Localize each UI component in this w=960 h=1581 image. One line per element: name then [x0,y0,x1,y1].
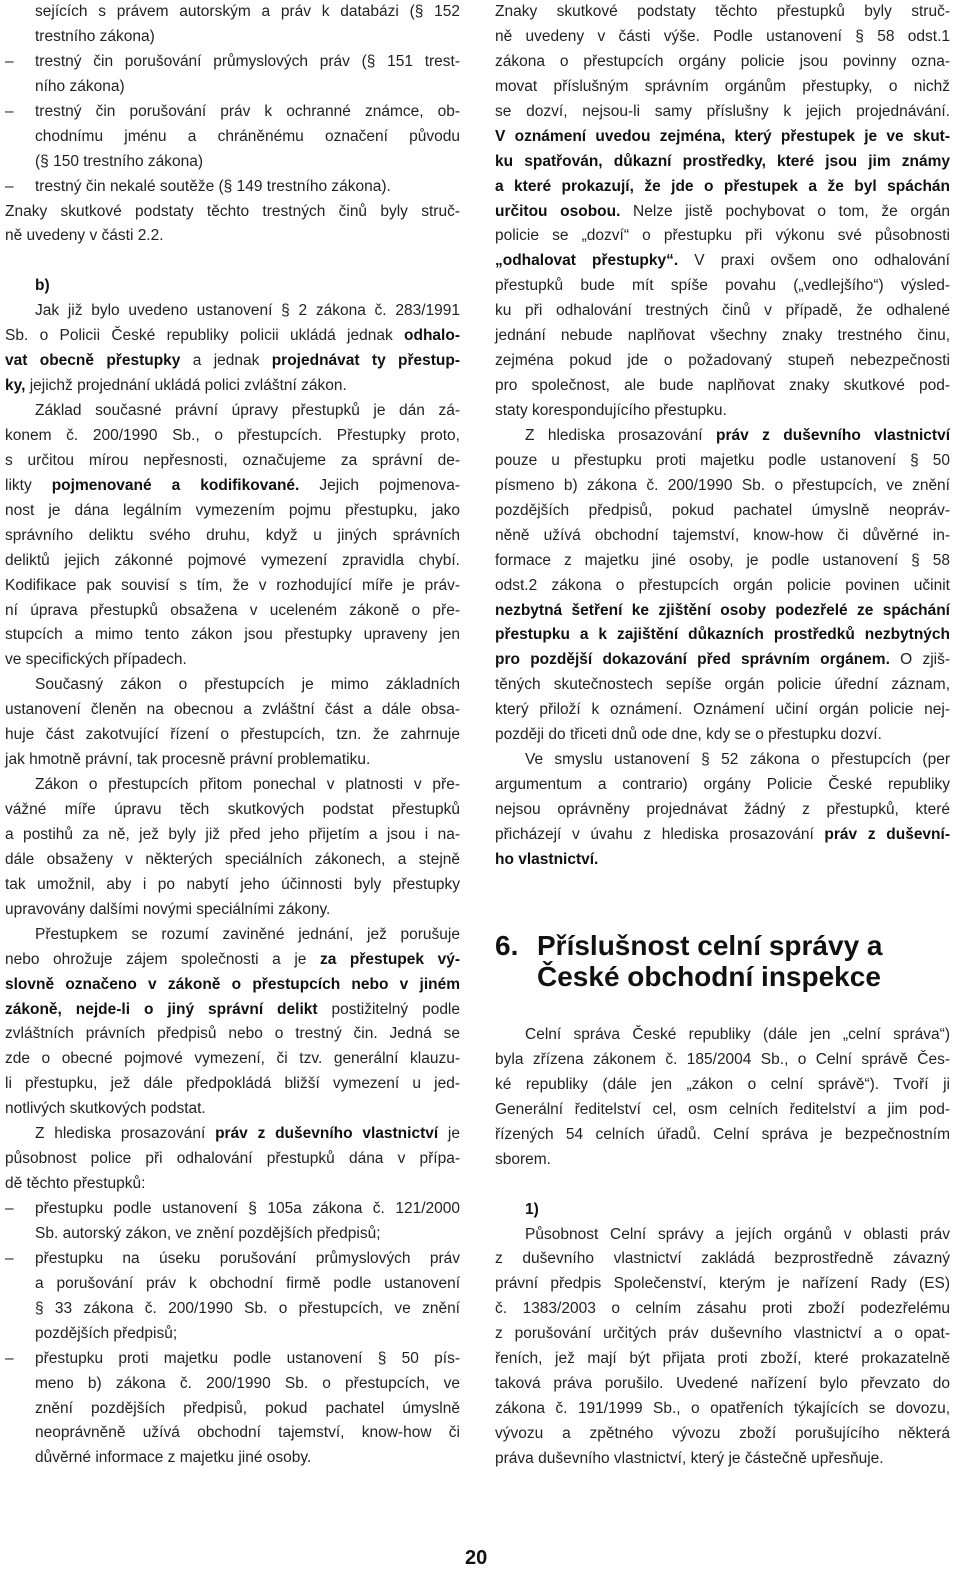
paragraph [5,200,460,250]
text-line [5,424,460,449]
text-line [495,150,950,175]
text-line [35,50,460,75]
text-line [495,200,950,225]
text-line [495,798,950,823]
text-run: nebo ohrožuje zájem společnosti a je [5,950,320,968]
text-run: práva duševního vlastnictví, který je částečně upřesňuje. [495,1449,884,1467]
text-run: z duševního vlastnictví zakládá bezprostředně závazný [495,1250,950,1268]
text-run: pro společnost, ale bude naplňovat znaky skutkové pod- [495,377,950,395]
section-title-line: Příslušnost celní správy a [537,929,883,961]
text-line [495,1048,950,1073]
text-run: sejících s právem autorským a práv k databázi (§ 152 [35,3,460,20]
text-run: pozdějších předpisů, pokud pachatel úmyslně neopráv- [495,501,950,519]
text-line [495,848,950,873]
text-line [35,1347,460,1372]
paragraph [5,399,460,673]
text-line [495,125,950,150]
text-line [495,723,950,748]
text-run: notlivých skutkových podstat. [5,1100,206,1118]
paragraph [495,424,950,748]
text-line [5,299,460,324]
text-run: právní předpis Společenství, kterým je nařízení Rady (ES) [495,1275,950,1293]
text-run: ně uvedeny v části 2.2. [5,227,164,245]
list-item-text [35,1247,460,1347]
text-line [5,898,460,923]
text-run: Sb. autorský zákon, ve znění pozdějších předpisů; [35,1224,381,1242]
text-run: ve specifických případech. [5,651,187,669]
text-line [495,249,950,274]
text-line [5,349,460,374]
text-line [5,574,460,599]
text-run: chodnímu jménu a chráněnému označení původu [35,127,460,145]
subsection-label [495,1198,950,1223]
text-line [495,100,950,125]
text-line [495,224,950,249]
text-line [495,549,950,574]
paragraph [495,1023,950,1173]
text-run: formace z majetku jiné osoby, je podle ustanovení § 58 [495,551,950,569]
text-line [495,599,950,624]
text-line [495,499,950,524]
page-number: 20 [465,1547,488,1569]
text-run: trestný čin porušování práv k ochranné známce, ob- [35,102,460,120]
text-line [5,499,460,524]
text-run: zvláštních právních předpisů nebo o trestný čin. Jedná se [5,1025,460,1043]
text-line [5,648,460,673]
text-line [5,399,460,424]
text-run: postižitelný podle [317,1000,461,1018]
text-line [495,299,950,324]
list-item-text [35,1347,460,1472]
text-run: ké republiky (dále jen „zákon o celní správě“). Tvoří ji [495,1075,950,1093]
text-run: movat příslušným správním orgánům přestupky, o nichž [495,77,950,95]
text-line [5,973,460,998]
text-line [5,599,460,624]
text-run: trestný čin porušování průmyslových práv (§ 151 trest- [35,52,460,70]
text-run: přestupků bude mít spíše povahu („vedlejšího“) výsled- [495,277,950,295]
text-run: trestního zákona) [35,27,155,45]
text-line [35,1297,460,1322]
left-column [5,0,460,1471]
text-run: meno b) zákona č. 200/1990 Sb. o přestupcích, ve [35,1374,460,1392]
text-line [35,125,460,150]
text-run: Nelze jistě pochybovat o tom, že orgán [620,202,950,220]
text-run: nejsou oprávněny projednávat žádný z přestupků, které [495,801,950,818]
text-line [35,1397,460,1422]
text-line [35,75,460,100]
paragraph [5,299,460,399]
list-item [5,1247,460,1347]
paragraph [5,773,460,923]
text-run: ku při odhalování trestných činů v případě, že odhalené [495,302,950,320]
text-line [495,1347,950,1372]
text-run: Jejich pojmenova- [299,476,460,494]
text-run: jak hmotně právní, tak procesně právní problematiku. [5,751,371,769]
text-line [495,1447,950,1472]
text-line [5,848,460,873]
text-run: dále obsaženy v některých speciálních zákonech, a stejně [5,850,460,868]
text-line [495,25,950,50]
bold-text: nezbytná šetření ke zjištění osoby podezřelé ze spáchání [495,601,950,619]
text-line [5,224,460,249]
text-line [495,773,950,798]
paragraph [5,923,460,1123]
text-line [495,1123,950,1148]
bold-text: přestupku a k zajištění důkazních prostředků nezbytných [495,626,950,644]
text-line [35,1272,460,1297]
text-line [495,1223,950,1248]
list-item-text [35,175,460,200]
text-run: zde o obecné pojmové vymezení, či tzv. generální klauzu- [5,1050,460,1068]
text-line [35,1247,460,1272]
text-line [495,0,950,25]
text-line [5,474,460,499]
text-run: dě těchto přestupků: [5,1175,146,1193]
text-line [495,748,950,773]
text-run: se dozví, nejsou-li samy příslušny k jejich projednávání. [495,102,950,120]
text-run: znění pozdějších předpisů, pokud pachatel úmyslně [35,1399,460,1417]
text-line [495,75,950,100]
paragraph [5,673,460,773]
list-dash: – [5,177,14,195]
bold-text: práv z duševní- [824,825,950,843]
text-run: Celní správa České republiky (dále jen „celní správa“) [525,1026,950,1043]
text-line [5,823,460,848]
bold-text: ku spatřován, důkazní prostředky, které jsou jim známy [495,152,950,170]
text-line [5,698,460,723]
paragraph [5,1122,460,1197]
list-item-continued [5,0,460,50]
text-run: Jak již bylo uvedeno ustanovení § 2 zákona č. 283/1991 [35,302,460,320]
text-run: s určitou mírou nepřesnosti, označujeme za správní de- [5,451,460,469]
text-line [495,574,950,599]
bold-text: ho vlastnictví. [495,850,599,868]
text-run: taková práva porušilo. Uvedené nařízení bylo převzato do [495,1375,950,1393]
list-item [5,175,460,200]
bold-text: práv z duševního vlastnictví [715,426,950,444]
text-run: ní úprava přestupků obsažena v uceleném zákoně o pře- [5,601,460,619]
section-title-line: České obchodní inspekce [537,960,881,992]
text-line [5,998,460,1023]
text-line [35,1197,460,1222]
list-item [5,50,460,100]
text-run: vážné míře úpravu těch skutkových podstat přestupků [5,801,460,818]
text-line [495,673,950,698]
list-item-text [35,50,460,100]
right-column [495,0,950,873]
text-line [5,1047,460,1072]
text-run: přestupku proti majetku podle ustanovení § 50 pís- [35,1349,460,1367]
text-line [495,1148,950,1173]
text-line [495,1297,950,1322]
text-run: jednání nebude naplňovat všechny znaky trestného činu, [495,327,950,345]
text-line [35,150,460,175]
text-line [5,1172,460,1197]
text-line [5,948,460,973]
text-line [495,623,950,648]
text-line [495,1023,950,1048]
text-run: správního deliktu svého druhu, když u jiných správních [5,526,460,544]
text-run: ustanovení členěn na obecnou a zvláštní část a dále obsa- [5,701,460,719]
bold-text: V oznámení uvedou zejména, který přestupek je ve skut- [495,127,950,145]
text-line [35,1372,460,1397]
text-run: byla zřízena zákonem č. 185/2004 Sb., o Celní správě Čes- [495,1050,950,1068]
text-line [35,25,460,50]
section-heading [495,930,950,992]
bold-text: a které prokazují, že jde o přestupek a že byl spáchán [495,177,950,195]
text-line [495,1422,950,1447]
text-run: Základ současné právní úpravy přestupků je dán zá- [35,402,460,419]
text-line [495,524,950,549]
text-line [495,1397,950,1422]
text-line [495,1322,950,1347]
text-run: zejména pokud jde o požadovaný stupeň nebezpečnosti [495,352,950,370]
list-item [5,100,460,175]
text-line [5,923,460,948]
bold-text: práv z duševního vlastnictví [215,1125,439,1143]
text-line [35,175,460,200]
text-line [5,798,460,823]
text-line [35,1421,460,1446]
text-run: argumentum a contrario) orgány Policie České republiky [495,776,950,794]
text-run: nost je dána legálním vymezením pojmu přestupku, jako [5,501,460,519]
text-run: O zjiš- [889,651,950,669]
subsection-label [5,274,460,299]
text-run: z porušování určitých práv duševního vlastnictví a o opat- [495,1325,950,1343]
text-run: pouze u přestupku proti majetku podle ustanovení § 50 [495,451,950,469]
text-run: policie se „dozví“ o přestupku při výkonu své působnosti [495,227,950,245]
list-dash: – [5,1249,14,1267]
list-item [5,1197,460,1247]
text-line [35,100,460,125]
section-body [495,1023,950,1472]
text-run: řeních, jež mají být přijata proti zboží, které prokazatelně [495,1350,950,1368]
text-run: řízených 54 celních úřadů. Celní správa je bezpečnostním [495,1125,950,1143]
text-line [5,723,460,748]
text-line [495,1098,950,1123]
text-run: konem č. 200/1990 Sb., o přestupcích. Přestupky proto, [5,426,460,444]
paragraph [495,748,950,873]
text-run: působnost police při odhalování přestupků dána v přípa- [5,1150,460,1168]
text-run: něně užívá obchodní tajemství, know-how či důvěrné in- [495,526,950,544]
text-run: huje část zakotvující řízení o přestupcích, tzn. že zahrnuje [5,726,460,744]
text-line [35,1322,460,1347]
text-run: stupcích a mimo tento zákon jsou přestupky upraveny jen [5,626,460,644]
text-line [5,623,460,648]
text-run: jejichž projednání ukládá polici zvláštní zákon. [25,377,347,395]
text-run: a porušování práv k obchodní firmě podle ustanovení [35,1274,460,1292]
text-line [495,50,950,75]
subsection-label-text: 1) [525,1200,539,1218]
text-run: důvěrné informace z majetku jiné osoby. [35,1449,312,1467]
text-line [495,648,950,673]
text-run: (§ 150 trestního zákona) [35,152,204,170]
text-line [495,823,950,848]
bold-text: pro pozdější dokazování před správním orgánem. [495,651,890,669]
bold-text: „odhalovat přestupky“. [495,252,679,270]
bold-text: pojmenované a kodifikované. [51,476,300,494]
text-line [5,1122,460,1147]
text-run: li přestupku, jež dále předpokládá bližší vymezení u jed- [5,1075,460,1093]
text-line [495,349,950,374]
text-run: zákona č. 191/1999 Sb., o opatřeních týkajících se dovozu, [495,1400,950,1418]
section-number: 6. [495,929,519,961]
list-dash: – [5,1200,14,1217]
text-run: přestupku podle ustanovení § 105a zákona č. 121/2000 [35,1200,460,1217]
bold-text: vat obecně přestupky [5,352,181,370]
text-run: který přiloží k oznámení. Oznámení učiní orgán policie nej- [495,701,950,719]
list-dash: – [5,1349,14,1367]
text-run: je [438,1125,460,1143]
text-line [5,449,460,474]
text-run: pozdějších předpisů; [35,1324,178,1342]
text-run: těných skutečnostech sepíše orgán policie úřední záznam, [495,676,950,694]
text-run: písmeno b) zákona č. 200/1990 Sb. o přestupcích, ve znění [495,476,950,494]
text-line [495,1073,950,1098]
text-run: zákona o přestupcích orgány policie jsou povinny ozna- [495,52,950,70]
text-run: likty [5,476,52,494]
text-line [5,1072,460,1097]
text-line [35,1222,460,1247]
text-line [5,873,460,898]
text-run: Z hlediska prosazování [35,1125,216,1143]
paragraph [495,0,950,424]
text-run: Z hlediska prosazování [525,426,716,444]
text-line [5,549,460,574]
text-run: Přestupkem se rozumí zaviněné jednání, jež porušuje [35,925,460,943]
bold-text: slovně označeno v zákoně o přestupcích nebo v jiném [5,975,460,993]
text-line [5,374,460,399]
bold-text: zákoně, nejde-li o jiný správní delikt [5,1000,318,1018]
bold-text: projednávat ty přestup- [271,352,461,370]
text-run: neoprávněně užívá obchodní tajemství, know-how či [35,1424,460,1442]
text-run: č. 1383/2003 o celním zásahu proti zboží podezřelému [495,1300,950,1318]
text-run: Kodifikace pak souvisí s tím, že v rozhodující míře je práv- [5,576,460,594]
text-run: a jednak [180,352,272,370]
text-run: přicházejí v úvahu z hlediska prosazování [495,825,825,843]
text-run: Zákon o přestupcích přitom ponechal v platnosti v pře- [35,776,460,794]
text-line [5,524,460,549]
text-run: přestupku na úseku porušování průmyslových práv [35,1249,460,1267]
text-run: trestný čin nekalé soutěže (§ 149 trestního zákona). [35,177,391,195]
text-line [495,449,950,474]
list-dash: – [5,102,14,120]
bold-text: určitou osobou. [495,202,621,220]
text-run: Sb. o Policii České republiky policii ukládá jednak [5,327,405,345]
text-line [495,399,950,424]
text-run: Působnost Celní správy a jejích orgánů v oblasti práv [525,1225,950,1243]
text-line [35,0,460,25]
text-line [495,1247,950,1272]
text-run: vývozu a zpětného vývozu zboží porušujícího některá [495,1425,950,1442]
text-run: deliktů jejich zákonné pojmové vymezení zpravidla chybí. [5,551,460,569]
text-run: § 33 zákona č. 200/1990 Sb. o přestupcích, ve znění [35,1299,460,1317]
paragraph [495,1223,950,1472]
text-run: V praxi ovšem ono odhalování [678,252,950,270]
list-item-text [35,100,460,175]
text-line [5,324,460,349]
text-line [495,1272,950,1297]
text-run: ního zákona) [35,77,125,95]
list-item-text [35,1197,460,1247]
text-line [495,424,950,449]
text-line [495,175,950,200]
text-line [495,1372,950,1397]
bold-text: ky, [5,377,26,395]
text-line [5,673,460,698]
list-item [5,1347,460,1472]
text-line [5,748,460,773]
text-run: Znaky skutkové podstaty těchto trestných činů byly struč- [5,202,460,220]
text-line [495,474,950,499]
text-line [35,1446,460,1471]
text-run: Znaky skutkové podstaty těchto přestupků byly struč- [495,3,950,20]
text-run: upravovány dalšími novými speciálními zákony. [5,900,331,918]
text-line [495,698,950,723]
text-run: sborem. [495,1150,551,1168]
text-run: tak umožnil, aby i po nabytí jeho účinnosti byly přestupky [5,875,460,893]
text-line [5,1147,460,1172]
list-dash: – [5,52,14,70]
text-line [495,374,950,399]
text-line [5,200,460,225]
text-run: Současný zákon o přestupcích je mimo základních [35,676,460,694]
bold-text: odhalo- [404,327,460,345]
text-run: a postihů za ně, jež byly již před jeho přijetím a jsou i na- [5,825,460,843]
text-run: ně uvedeny v části výše. Podle ustanovení § 58 odst.1 [495,27,950,45]
text-line [5,1022,460,1047]
text-line [495,324,950,349]
bold-text: za přestupek vý- [319,950,460,968]
text-run: odst.2 zákona o přestupcích orgán policie povinen učinit [495,576,950,594]
text-line [5,773,460,798]
text-line [5,1097,460,1122]
text-run: Ve smyslu ustanovení § 52 zákona o přestupcích (per [525,751,950,769]
subsection-label-text: b) [35,277,50,295]
text-line [495,274,950,299]
text-run: staty korespondujícího přestupku. [495,402,727,419]
text-run: Generální ředitelství cel, osm celních ředitelství a jim pod- [495,1100,950,1118]
text-run: později do třiceti dnů ode dne, kdy se o přestupku dozví. [495,726,882,744]
